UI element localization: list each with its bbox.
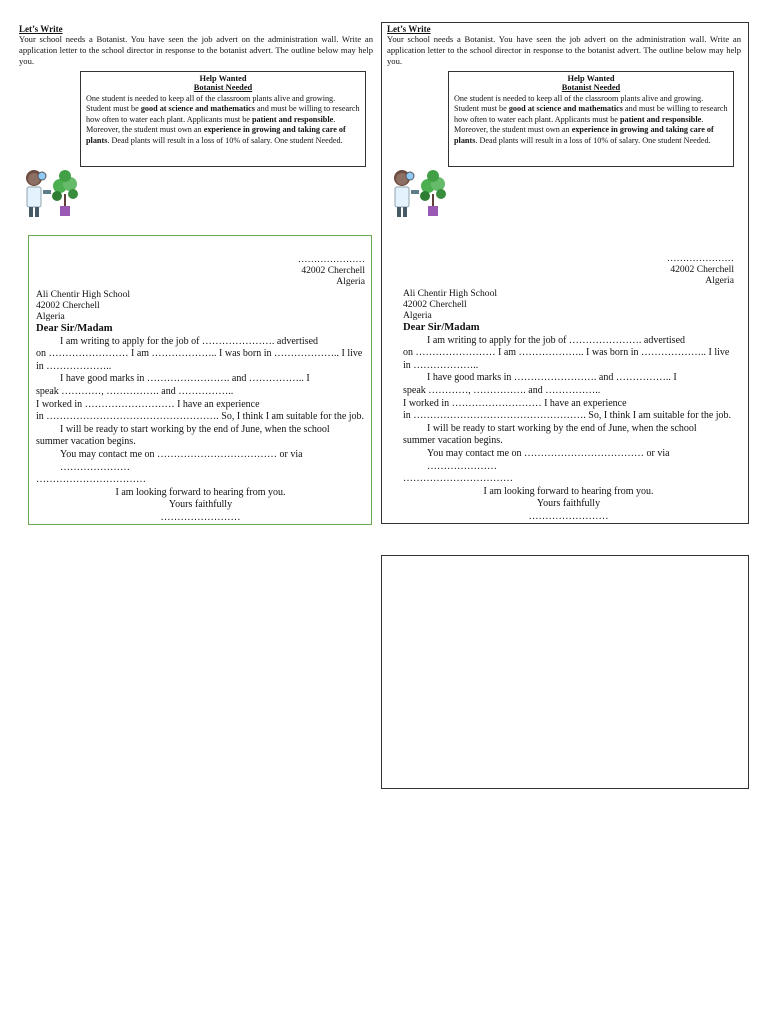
sender-address (396, 253, 740, 286)
task-instructions: Your school needs a Botanist. You have seen the job advert on the administration wall. Write an application letter to the school director in response to the botanist advert. The outline below may help you. (387, 34, 741, 66)
recipient-city: 42002 Cherchell (36, 300, 100, 311)
salutation: Dear Sir/Madam (36, 323, 113, 334)
letter-line: I worked in ……………………… I have an experience (403, 397, 627, 409)
advert-text: and must be willing to research how often to water each plant. Applicants must be (86, 104, 360, 124)
letter-line: summer vacation begins. (36, 436, 136, 448)
sign-off: Yours faithfully (536, 498, 601, 510)
advert-text: . Moreover, the student must own an (86, 114, 336, 135)
letter-line: You may contact me on ……………………………… or via ………………… (60, 448, 303, 473)
advert-subtitle: Botanist Needed (193, 83, 253, 92)
recipient-school: Ali Chentir High School (403, 288, 498, 299)
advert-title: Help Wanted (567, 74, 615, 83)
sender-address (29, 254, 371, 287)
recipient-address (396, 288, 740, 321)
letter-outline (28, 235, 372, 525)
advert-body (86, 94, 360, 146)
closing-line: I am looking forward to hearing from you. (483, 485, 654, 497)
advert-title: Help Wanted (199, 74, 247, 83)
letter-line: I will be ready to start working by the end of June, when the school (60, 423, 330, 435)
advert-bold-text: good at science and mathematics (508, 104, 623, 114)
letter-line: on …………………… I am ……………….. I was born in ……………….. I live (403, 347, 730, 359)
letter-line: on …………………… I am ……………….. I was born in ……………….. I live (36, 348, 363, 360)
botanist-illustration-icon (18, 166, 82, 222)
advert-bold-text: experience in growing and taking care of plants (86, 125, 346, 145)
recipient-country: Algeria (403, 310, 432, 321)
letter-body (29, 336, 371, 525)
letter-line: I have good marks in ……………………. and …………….. I (60, 373, 310, 385)
letter-line: I have good marks in ……………………. and …………….. I (427, 372, 677, 384)
letter-line: in ……………………………………………. So, I think I am suitable for the job. (36, 411, 365, 423)
worksheet-right (380, 22, 748, 522)
letter-line: …………………………… (403, 473, 513, 485)
sender-country: Algeria (705, 275, 734, 286)
advert-body (454, 94, 728, 146)
advert-text: . Dead plants will result in a loss of 10% of salary. One student Needed. (107, 135, 343, 145)
sender-city: 42002 Cherchell (670, 264, 734, 275)
signature-dots: …………………… (160, 511, 241, 523)
advert-text: . Dead plants will result in a loss of 10% of salary. One student Needed. (475, 135, 711, 145)
letter-outline (396, 235, 740, 525)
signature-dots: …………………… (528, 510, 609, 522)
advert-text: One student is needed to keep all of the classroom plants alive and growing. Student must be (86, 94, 336, 114)
task-instructions: Your school needs a Botanist. You have seen the job advert on the administration wall. Write an application letter to the school director in response to the botanist advert. The outline below may help you. (19, 34, 373, 66)
letter-line: You may contact me on ……………………………… or via ………………… (427, 447, 670, 472)
sender-city: 42002 Cherchell (301, 265, 365, 276)
advert-bold-text: good at science and mathematics (140, 104, 255, 114)
sender-dots: ………………… (666, 253, 734, 264)
sender-dots: ………………… (297, 254, 365, 265)
letter-line: I am writing to apply for the job of …………………. advertised (427, 334, 686, 346)
advert-text: . Moreover, the student must own an (454, 114, 704, 135)
letter-line: speak …………, ……………. and …………….. (403, 384, 601, 396)
sign-off: Yours faithfully (168, 499, 233, 511)
letter-line: I worked in ……………………… I have an experience (36, 398, 260, 410)
letter-line: speak …………, ……………. and …………….. (36, 385, 234, 397)
job-advert (80, 71, 366, 167)
letter-body (396, 335, 740, 524)
section-heading: Let’s Write (19, 24, 63, 34)
advert-bold-text: experience in growing and taking care of plants (454, 125, 714, 145)
advert-subtitle: Botanist Needed (561, 83, 621, 92)
recipient-address (29, 289, 371, 322)
letter-line: I will be ready to start working by the end of June, when the school (427, 422, 697, 434)
letter-line: summer vacation begins. (403, 435, 503, 447)
letter-line: in ……………….. (403, 359, 479, 371)
letter-line: …………………………… (36, 474, 146, 486)
section-heading: Let’s Write (387, 24, 431, 34)
advert-bold-text: patient and responsible (251, 114, 334, 124)
advert-bold-text: patient and responsible (619, 114, 702, 124)
recipient-city: 42002 Cherchell (403, 299, 467, 310)
sender-country: Algeria (336, 276, 365, 287)
letter-line: I am writing to apply for the job of …………………. advertised (60, 335, 319, 347)
empty-writing-box (381, 555, 749, 789)
recipient-school: Ali Chentir High School (36, 289, 131, 300)
worksheet-left (12, 22, 380, 523)
advert-text: One student is needed to keep all of the classroom plants alive and growing. Student must be (454, 94, 704, 114)
botanist-illustration-icon (386, 166, 450, 222)
letter-line: in ……………………………………………. So, I think I am suitable for the job. (403, 410, 732, 422)
advert-text: and must be willing to research how often to water each plant. Applicants must be (454, 104, 728, 124)
salutation: Dear Sir/Madam (403, 322, 480, 333)
letter-line: in ……………….. (36, 360, 112, 372)
job-advert (448, 71, 734, 167)
closing-line: I am looking forward to hearing from you. (115, 486, 286, 498)
recipient-country: Algeria (36, 311, 65, 322)
